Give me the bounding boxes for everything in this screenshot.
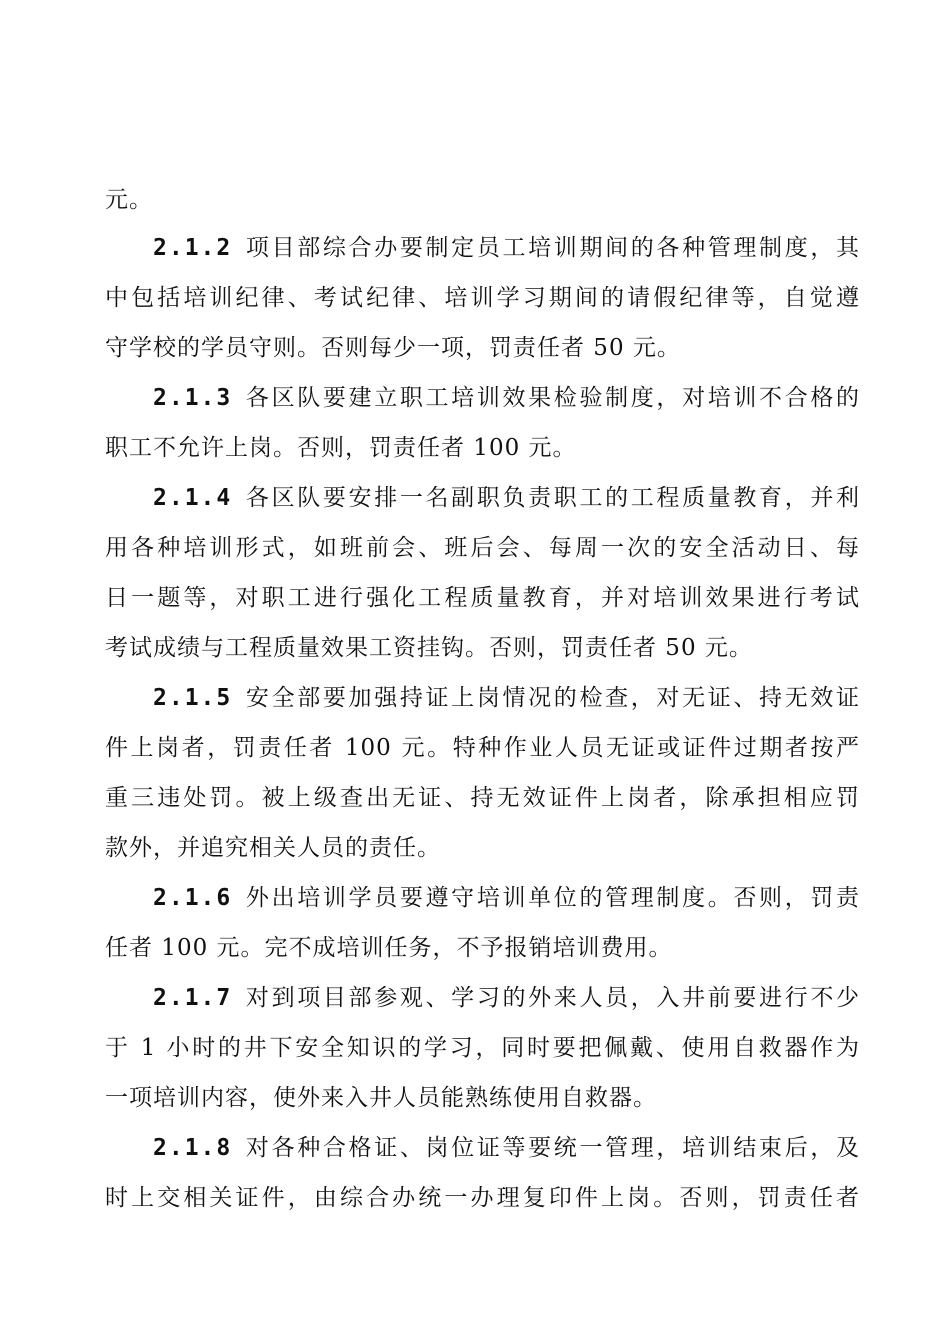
clause-number: 2.1.7: [153, 985, 233, 1011]
paragraph-continuation-line: [105, 185, 860, 215]
clause-text: 中包括培训纪律、考试纪律、培训学习期间的请假纪律等，自觉遵: [105, 285, 860, 311]
clause-text: 职工不允许上岗。否则，罚责任者 100 元。: [105, 435, 577, 461]
clause-2-1-2-line-3: [105, 333, 860, 363]
clause-2-1-2-line-1: [153, 233, 860, 263]
clause-text: 对到项目部参观、学习的外来人员，入井前要进行不少: [244, 985, 860, 1011]
clause-number: 2.1.4: [153, 485, 233, 511]
clause-text: 款外，并追究相关人员的责任。: [105, 835, 441, 861]
clause-text: 于 1 小时的井下安全知识的学习，同时要把佩戴、使用自救器作为: [105, 1035, 860, 1061]
clause-2-1-4-line-4: [105, 633, 860, 663]
clause-2-1-3-line-2: [105, 433, 860, 463]
clause-text: 重三违处罚。被上级查出无证、持无效证件上岗者，除承担相应罚: [105, 785, 860, 811]
clause-number: 2.1.8: [153, 1135, 233, 1161]
clause-text: 时上交相关证件，由综合办统一办理复印件上岗。否则，罚责任者: [105, 1185, 860, 1211]
clause-2-1-7-line-2: [105, 1033, 860, 1063]
clause-text: 对各种合格证、岗位证等要统一管理，培训结束后，及: [244, 1135, 860, 1161]
clause-2-1-6-line-2: [105, 933, 860, 963]
clause-2-1-8-line-1: [153, 1133, 860, 1163]
clause-2-1-4-line-2: [105, 533, 860, 563]
clause-2-1-4-line-1: [153, 483, 860, 513]
clause-text: 一项培训内容，使外来入井人员能熟练使用自救器。: [105, 1085, 657, 1111]
clause-text: 安全部要加强持证上岗情况的检查，对无证、持无效证: [244, 685, 860, 711]
clause-text: 守学校的学员守则。否则每少一项，罚责任者 50 元。: [105, 335, 681, 361]
clause-2-1-3-line-1: [153, 383, 860, 413]
clause-number: 2.1.3: [153, 385, 233, 411]
clause-text: 各区队要安排一名副职负责职工的工程质量教育，并利: [244, 485, 860, 511]
clause-number: 2.1.5: [153, 685, 233, 711]
clause-text: 各区队要建立职工培训效果检验制度，对培训不合格的: [244, 385, 860, 411]
clause-2-1-8-line-2: [105, 1183, 860, 1213]
clause-2-1-5-line-1: [153, 683, 860, 713]
paragraph-text: 元。: [105, 187, 153, 213]
clause-2-1-4-line-3: [105, 583, 860, 613]
clause-text: 用各种培训形式，如班前会、班后会、每周一次的安全活动日、每: [105, 535, 860, 561]
clause-number: 2.1.6: [153, 885, 233, 911]
clause-text: 外出培训学员要遵守培训单位的管理制度。否则，罚责: [244, 885, 860, 911]
clause-text: 任者 100 元。完不成培训任务，不予报销培训费用。: [105, 935, 673, 961]
clause-2-1-5-line-2: [105, 733, 860, 763]
clause-2-1-7-line-3: [105, 1083, 860, 1113]
clause-text: 项目部综合办要制定员工培训期间的各种管理制度，其: [244, 235, 860, 261]
clause-2-1-2-line-2: [105, 283, 860, 313]
clause-2-1-6-line-1: [153, 883, 860, 913]
clause-text: 考试成绩与工程质量效果工资挂钩。否则，罚责任者 50 元。: [105, 635, 753, 661]
clause-2-1-5-line-3: [105, 783, 860, 813]
clause-2-1-7-line-1: [153, 983, 860, 1013]
clause-number: 2.1.2: [153, 235, 233, 261]
clause-2-1-5-line-4: [105, 833, 860, 863]
clause-text: 件上岗者，罚责任者 100 元。特种作业人员无证或证件过期者按严: [105, 735, 860, 761]
clause-text: 日一题等，对职工进行强化工程质量教育，并对培训效果进行考试: [105, 585, 860, 611]
